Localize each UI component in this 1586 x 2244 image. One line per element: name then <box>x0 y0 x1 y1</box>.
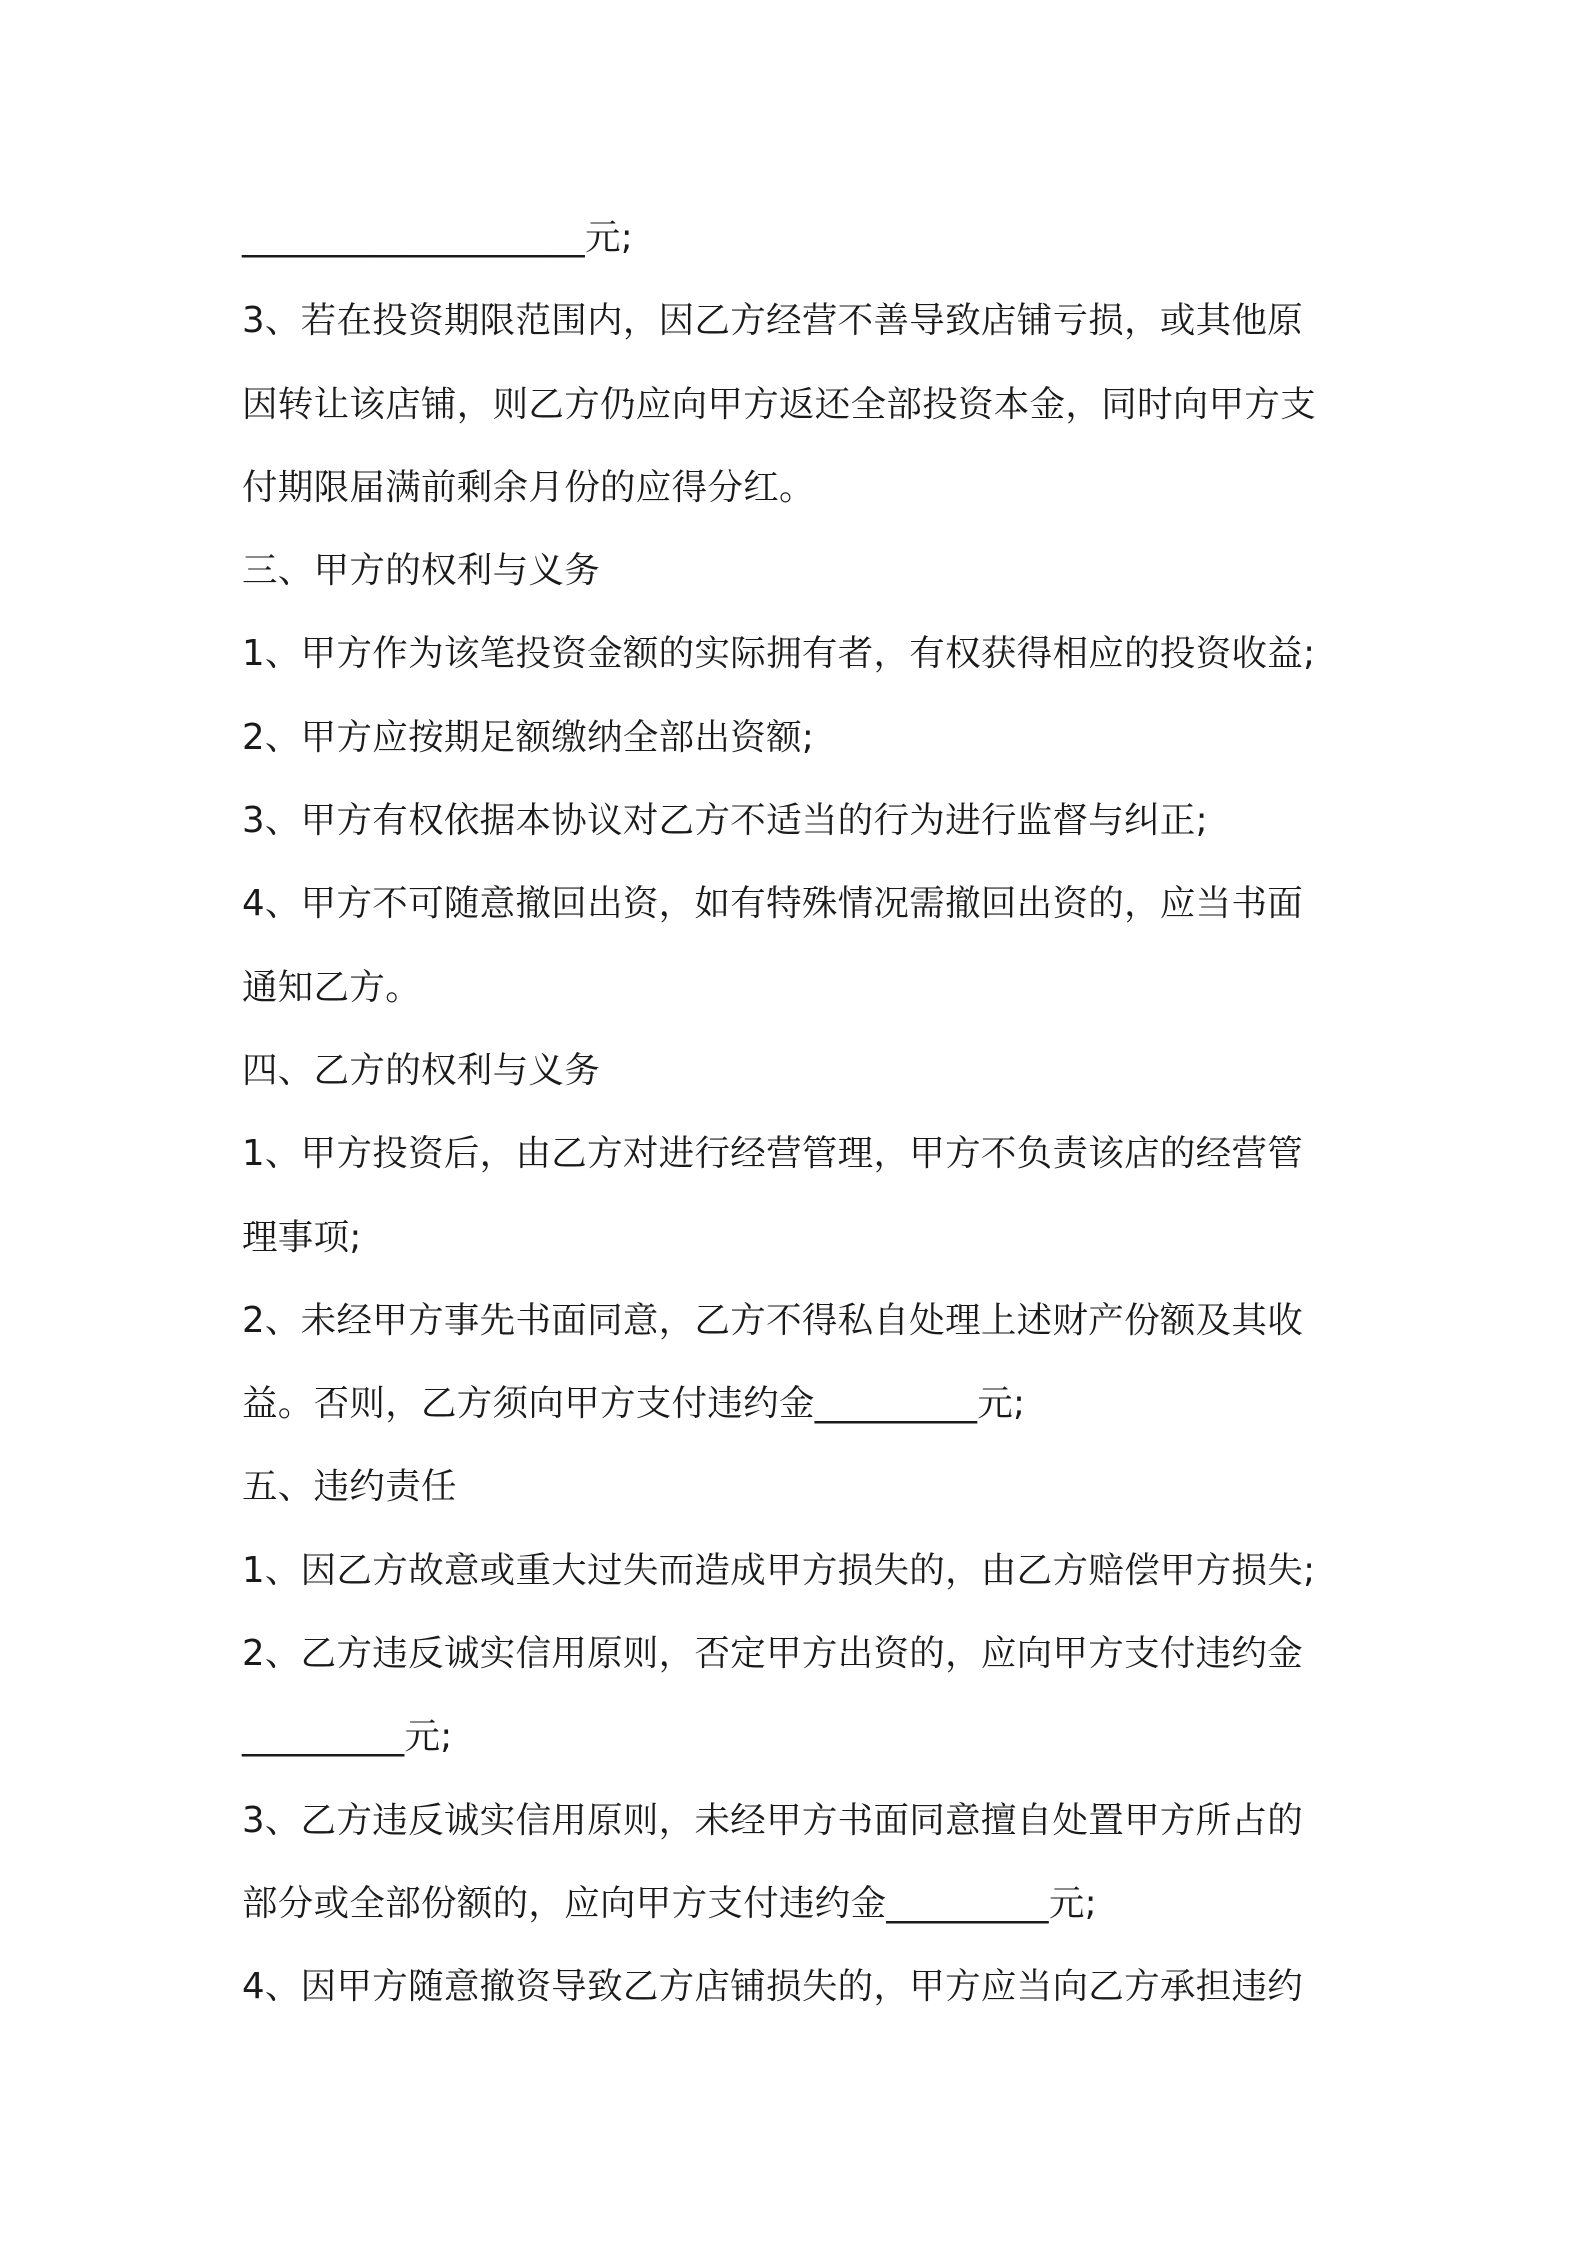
text-line: 因转让该店铺，则乙方仍应向甲方返还全部投资本金，同时向甲方支 <box>242 383 1317 425</box>
text-line: 2、乙方违反诚实信用原则，否定甲方出资的，应向甲方支付违约金 <box>242 1633 1304 1675</box>
text-line: _________元; <box>242 1716 453 1758</box>
text-line: ___________________元; <box>242 217 634 258</box>
section-heading: 五、违约责任 <box>242 1466 457 1508</box>
text-line: 3、乙方违反诚实信用原则，未经甲方书面同意擅自处置甲方所占的 <box>242 1799 1304 1841</box>
text-line: 4、因甲方随意撤资导致乙方店铺损失的，甲方应当向乙方承担违约 <box>242 1966 1304 2008</box>
section-heading: 四、乙方的权利与义务 <box>242 1049 601 1091</box>
section-heading: 三、甲方的权利与义务 <box>242 550 601 592</box>
text-line: 理事项; <box>242 1216 362 1258</box>
text-line: 3、甲方有权依据本协议对乙方不适当的行为进行监督与纠正; <box>242 800 1208 842</box>
text-line: 2、未经甲方事先书面同意，乙方不得私自处理上述财产份额及其收 <box>242 1299 1304 1341</box>
text-line: 1、甲方投资后，由乙方对进行经营管理，甲方不负责该店的经营管 <box>242 1133 1304 1175</box>
document-body <box>242 196 1362 2029</box>
text-line: 2、甲方应按期足额缴纳全部出资额; <box>242 716 815 758</box>
text-line: 通知乙方。 <box>242 966 422 1008</box>
text-line: 益。否则，乙方须向甲方支付违约金_________元; <box>242 1383 1026 1425</box>
text-line: 3、若在投资期限范围内，因乙方经营不善导致店铺亏损，或其他原 <box>242 300 1304 342</box>
text-line: 4、甲方不可随意撤回出资，如有特殊情况需撤回出资的，应当书面 <box>242 883 1304 925</box>
text-line: 1、甲方作为该笔投资金额的实际拥有者，有权获得相应的投资收益; <box>242 633 1316 675</box>
text-line: 1、因乙方故意或重大过失而造成甲方损失的，由乙方赔偿甲方损失; <box>242 1549 1316 1591</box>
text-line: 付期限届满前剩余月份的应得分红。 <box>242 466 815 508</box>
text-line: 部分或全部份额的，应向甲方支付违约金_________元; <box>242 1882 1097 1924</box>
